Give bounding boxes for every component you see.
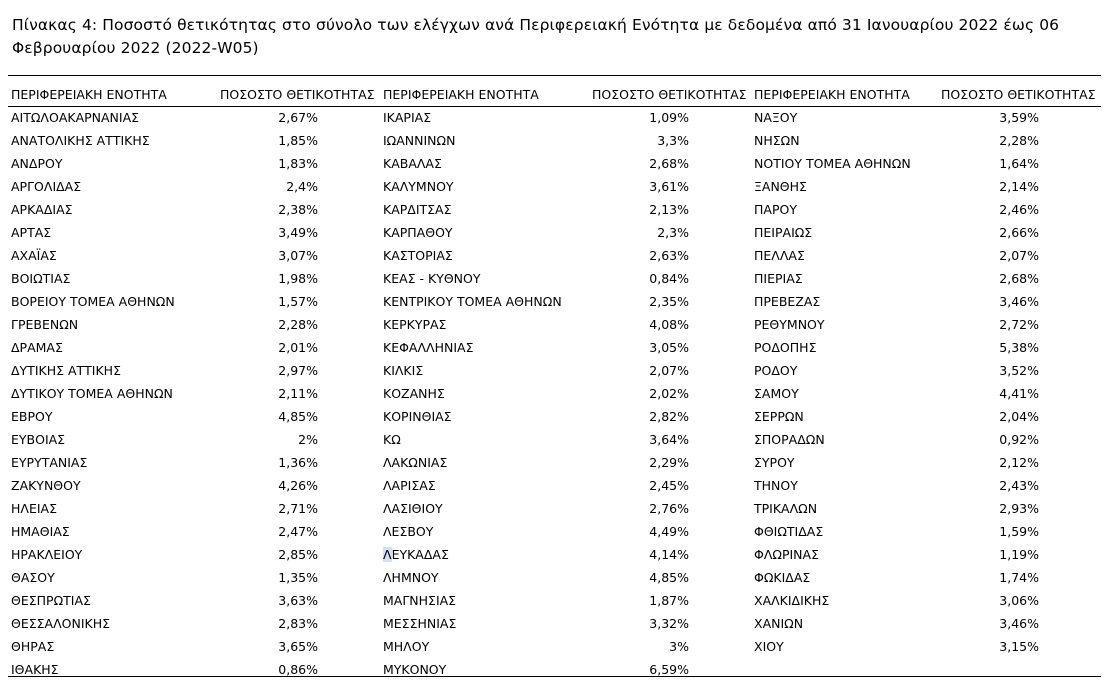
region-cell: ΛΑΚΩΝΙΑΣ	[383, 455, 448, 470]
positivity-cell: 3,63%	[278, 593, 318, 608]
positivity-cell: 4,85%	[278, 409, 318, 424]
region-cell: ΧΑΛΚΙΔΙΚΗΣ	[754, 593, 830, 608]
positivity-cell: 2,83%	[278, 616, 318, 631]
region-cell: ΤΡΙΚΑΛΩΝ	[754, 501, 818, 516]
region-cell: ΑΡΓΟΛΙΔΑΣ	[11, 179, 82, 194]
region-cell: ΜΗΛΟΥ	[383, 639, 430, 654]
table-row	[8, 199, 1101, 222]
region-cell: ΚΟΖΑΝΗΣ	[383, 386, 445, 401]
region-cell: ΚΕΦΑΛΛΗΝΙΑΣ	[383, 340, 474, 355]
region-cell: ΣΥΡΟΥ	[754, 455, 795, 470]
table-row	[8, 268, 1101, 291]
positivity-cell: 2,68%	[649, 156, 689, 171]
region-cell: ΣΕΡΡΩΝ	[754, 409, 804, 424]
region-cell: ΚΑΒΑΛΑΣ	[383, 156, 442, 171]
region-cell: ΚΑΡΠΑΘΟΥ	[383, 225, 453, 240]
table-row	[8, 567, 1101, 590]
table-row	[8, 360, 1101, 383]
positivity-cell: 2,3%	[657, 225, 689, 240]
positivity-cell: 2,35%	[649, 294, 689, 309]
region-cell: ΚΑΛΥΜΝΟΥ	[383, 179, 454, 194]
table-row	[8, 498, 1101, 521]
positivity-cell: 3,59%	[999, 110, 1039, 125]
positivity-cell: 2,82%	[649, 409, 689, 424]
positivity-cell: 1,35%	[278, 570, 318, 585]
positivity-cell: 2,93%	[999, 501, 1039, 516]
region-cell: ΕΒΡΟΥ	[11, 409, 53, 424]
positivity-cell: 1,09%	[649, 110, 689, 125]
positivity-cell: 1,64%	[999, 156, 1039, 171]
table-row	[8, 153, 1101, 176]
region-cell: ΜΑΓΝΗΣΙΑΣ	[383, 593, 457, 608]
region-cell: ΕΥΒΟΙΑΣ	[11, 432, 66, 447]
region-cell: ΡΟΔΟΥ	[754, 363, 798, 378]
positivity-cell: 2,14%	[999, 179, 1039, 194]
table-row	[8, 107, 1101, 130]
region-cell: ΚΟΡΙΝΘΙΑΣ	[383, 409, 452, 424]
table-row	[8, 314, 1101, 337]
region-cell: ΘΕΣΠΡΩΤΙΑΣ	[11, 593, 91, 608]
region-cell: ΚΩ	[383, 432, 401, 447]
header-region-3: ΠΕΡΙΦΕΡΕΙΑΚΗ ΕΝΟΤΗΤΑ	[754, 87, 910, 102]
positivity-cell: 2,72%	[999, 317, 1039, 332]
positivity-cell: 4,26%	[278, 478, 318, 493]
table-bottom-rule	[8, 676, 1101, 677]
positivity-cell: 1,36%	[278, 455, 318, 470]
positivity-cell: 2,85%	[278, 547, 318, 562]
positivity-cell: 1,19%	[999, 547, 1039, 562]
positivity-cell: 3,65%	[278, 639, 318, 654]
positivity-cell: 2,28%	[278, 317, 318, 332]
positivity-cell: 2%	[298, 432, 318, 447]
region-cell: ΔΥΤΙΚΗΣ ΑΤΤΙΚΗΣ	[11, 363, 121, 378]
header-region-1: ΠΕΡΙΦΕΡΕΙΑΚΗ ΕΝΟΤΗΤΑ	[11, 87, 167, 102]
positivity-cell: 2,67%	[278, 110, 318, 125]
region-cell: ΠΙΕΡΙΑΣ	[754, 271, 803, 286]
region-cell: ΝΗΣΩΝ	[754, 133, 800, 148]
region-cell: ΘΗΡΑΣ	[11, 639, 55, 654]
positivity-cell: 3,46%	[999, 616, 1039, 631]
positivity-cell: 2,07%	[999, 248, 1039, 263]
region-cell: ΞΑΝΘΗΣ	[754, 179, 807, 194]
positivity-cell: 2,04%	[999, 409, 1039, 424]
region-cell: ΗΛΕΙΑΣ	[11, 501, 57, 516]
text-selection-highlight: Λ	[383, 547, 392, 562]
table-top-rule	[8, 75, 1101, 76]
positivity-cell: 3%	[669, 639, 689, 654]
positivity-cell: 5,38%	[999, 340, 1039, 355]
region-cell: ΔΡΑΜΑΣ	[11, 340, 63, 355]
table-row	[8, 222, 1101, 245]
positivity-cell: 2,01%	[278, 340, 318, 355]
positivity-cell: 3,15%	[999, 639, 1039, 654]
region-cell: ΠΑΡΟΥ	[754, 202, 797, 217]
region-cell: ΠΡΕΒΕΖΑΣ	[754, 294, 821, 309]
table-row	[8, 475, 1101, 498]
region-cell: ΒΟΡΕΙΟΥ ΤΟΜΕΑ ΑΘΗΝΩΝ	[11, 294, 175, 309]
region-cell: ΛΕΥΚΑΔΑΣ	[383, 547, 449, 562]
region-cell: ΑΝΑΤΟΛΙΚΗΣ ΑΤΤΙΚΗΣ	[11, 133, 150, 148]
positivity-cell: 4,49%	[649, 524, 689, 539]
table-row	[8, 245, 1101, 268]
positivity-cell: 3,52%	[999, 363, 1039, 378]
positivity-cell: 1,83%	[278, 156, 318, 171]
table-row	[8, 452, 1101, 475]
header-positivity-2: ΠΟΣΟΣΤΟ ΘΕΤΙΚΟΤΗΤΑΣ	[592, 87, 747, 102]
positivity-cell: 2,02%	[649, 386, 689, 401]
table-row	[8, 130, 1101, 153]
region-cell: ΙΘΑΚΗΣ	[11, 662, 59, 677]
region-cell: ΑΡΤΑΣ	[11, 225, 52, 240]
positivity-cell: 2,63%	[649, 248, 689, 263]
caption-line-1: Πίνακας 4: Ποσοστό θετικότητας στο σύνολο των ελέγχων ανά Περιφερειακή Ενότητα με δεδομένα από 31 Ιανουαρίου 2022 έως 06	[12, 16, 1060, 34]
positivity-cell: 2,66%	[999, 225, 1039, 240]
positivity-cell: 3,3%	[657, 133, 689, 148]
region-cell: ΧΑΝΙΩΝ	[754, 616, 804, 631]
region-cell: ΤΗΝΟΥ	[754, 478, 798, 493]
region-cell: ΠΕΙΡΑΙΩΣ	[754, 225, 813, 240]
region-cell: ΜΕΣΣΗΝΙΑΣ	[383, 616, 457, 631]
caption-line-2: Φεβρουαρίου 2022 (2022-W05)	[12, 39, 259, 57]
region-cell: ΚΑΡΔΙΤΣΑΣ	[383, 202, 452, 217]
positivity-cell: 3,46%	[999, 294, 1039, 309]
table-row	[8, 429, 1101, 452]
positivity-cell: 1,98%	[278, 271, 318, 286]
positivity-cell: 1,85%	[278, 133, 318, 148]
table-row	[8, 544, 1101, 567]
table-row	[8, 590, 1101, 613]
positivity-cell: 1,87%	[649, 593, 689, 608]
positivity-cell: 2,43%	[999, 478, 1039, 493]
region-cell: ΑΝΔΡΟΥ	[11, 156, 63, 171]
positivity-cell: 0,86%	[278, 662, 318, 677]
region-cell: ΜΥΚΟΝΟΥ	[383, 662, 447, 677]
region-cell: ΙΚΑΡΙΑΣ	[383, 110, 432, 125]
region-cell: ΛΑΡΙΣΑΣ	[383, 478, 436, 493]
region-cell: ΝΑΞΟΥ	[754, 110, 798, 125]
table-row	[8, 659, 1101, 682]
positivity-cell: 2,29%	[649, 455, 689, 470]
region-cell: ΛΕΣΒΟΥ	[383, 524, 434, 539]
positivity-cell: 2,68%	[999, 271, 1039, 286]
positivity-cell: 3,05%	[649, 340, 689, 355]
region-cell: ΡΟΔΟΠΗΣ	[754, 340, 817, 355]
region-cell: ΚΑΣΤΟΡΙΑΣ	[383, 248, 453, 263]
positivity-cell: 1,57%	[278, 294, 318, 309]
positivity-cell: 2,46%	[999, 202, 1039, 217]
positivity-cell: 1,74%	[999, 570, 1039, 585]
table-row	[8, 636, 1101, 659]
region-cell: ΡΕΘΥΜΝΟΥ	[754, 317, 825, 332]
region-cell: ΦΘΙΩΤΙΔΑΣ	[754, 524, 824, 539]
positivity-cell: 1,59%	[999, 524, 1039, 539]
region-cell: ΧΙΟΥ	[754, 639, 784, 654]
region-cell: ΦΛΩΡΙΝΑΣ	[754, 547, 819, 562]
table-row	[8, 613, 1101, 636]
region-cell: ΣΠΟΡΑΔΩΝ	[754, 432, 825, 447]
region-cell: ΑΡΚΑΔΙΑΣ	[11, 202, 73, 217]
table-row	[8, 291, 1101, 314]
region-cell: ΝΟΤΙΟΥ ΤΟΜΕΑ ΑΘΗΝΩΝ	[754, 156, 911, 171]
positivity-cell: 3,64%	[649, 432, 689, 447]
table-row	[8, 337, 1101, 360]
positivity-cell: 3,07%	[278, 248, 318, 263]
region-cell: ΚΕΡΚΥΡΑΣ	[383, 317, 447, 332]
positivity-cell: 0,92%	[999, 432, 1039, 447]
header-region-2: ΠΕΡΙΦΕΡΕΙΑΚΗ ΕΝΟΤΗΤΑ	[383, 87, 539, 102]
positivity-cell: 6,59%	[649, 662, 689, 677]
positivity-cell: 2,76%	[649, 501, 689, 516]
region-cell: ΗΜΑΘΙΑΣ	[11, 524, 70, 539]
region-cell: ΘΑΣΟΥ	[11, 570, 55, 585]
positivity-cell: 4,41%	[999, 386, 1039, 401]
positivity-cell: 2,12%	[999, 455, 1039, 470]
positivity-cell: 2,71%	[278, 501, 318, 516]
region-cell: ΚΕΝΤΡΙΚΟΥ ΤΟΜΕΑ ΑΘΗΝΩΝ	[383, 294, 562, 309]
positivity-table	[8, 84, 1101, 682]
positivity-cell: 4,85%	[649, 570, 689, 585]
table-body	[8, 107, 1101, 682]
positivity-cell: 2,97%	[278, 363, 318, 378]
positivity-cell: 2,11%	[278, 386, 318, 401]
region-cell: ΔΥΤΙΚΟΥ ΤΟΜΕΑ ΑΘΗΝΩΝ	[11, 386, 173, 401]
positivity-cell: 4,14%	[649, 547, 689, 562]
region-cell: ΛΗΜΝΟΥ	[383, 570, 439, 585]
region-cell: ΖΑΚΥΝΘΟΥ	[11, 478, 81, 493]
region-cell: ΠΕΛΛΑΣ	[754, 248, 805, 263]
table-row	[8, 406, 1101, 429]
positivity-cell: 3,61%	[649, 179, 689, 194]
region-cell: ΣΑΜΟΥ	[754, 386, 799, 401]
region-cell: ΒΟΙΩΤΙΑΣ	[11, 271, 71, 286]
table-header-row	[8, 84, 1101, 107]
positivity-cell: 2,4%	[286, 179, 318, 194]
header-positivity-3: ΠΟΣΟΣΤΟ ΘΕΤΙΚΟΤΗΤΑΣ	[941, 87, 1096, 102]
positivity-cell: 2,28%	[999, 133, 1039, 148]
region-cell: ΚΕΑΣ - ΚΥΘΝΟΥ	[383, 271, 481, 286]
positivity-cell: 4,08%	[649, 317, 689, 332]
region-cell: ΑΙΤΩΛΟΑΚΑΡΝΑΝΙΑΣ	[11, 110, 140, 125]
table-row	[8, 176, 1101, 199]
header-positivity-1: ΠΟΣΟΣΤΟ ΘΕΤΙΚΟΤΗΤΑΣ	[220, 87, 375, 102]
region-cell: ΕΥΡΥΤΑΝΙΑΣ	[11, 455, 88, 470]
positivity-cell: 3,32%	[649, 616, 689, 631]
region-cell: ΑΧΑΪΑΣ	[11, 248, 57, 263]
table-row	[8, 521, 1101, 544]
region-cell: ΦΩΚΙΔΑΣ	[754, 570, 811, 585]
table-row	[8, 383, 1101, 406]
positivity-cell: 3,49%	[278, 225, 318, 240]
region-cell: ΗΡΑΚΛΕΙΟΥ	[11, 547, 83, 562]
positivity-cell: 2,45%	[649, 478, 689, 493]
positivity-cell: 0,84%	[649, 271, 689, 286]
region-cell: ΛΑΣΙΘΙΟΥ	[383, 501, 443, 516]
region-cell: ΙΩΑΝΝΙΝΩΝ	[383, 133, 456, 148]
region-cell: ΓΡΕΒΕΝΩΝ	[11, 317, 79, 332]
positivity-cell: 2,38%	[278, 202, 318, 217]
positivity-cell: 2,47%	[278, 524, 318, 539]
positivity-cell: 3,06%	[999, 593, 1039, 608]
region-cell: ΚΙΛΚΙΣ	[383, 363, 424, 378]
table-caption	[12, 14, 1097, 60]
region-cell: ΘΕΣΣΑΛΟΝΙΚΗΣ	[11, 616, 111, 631]
positivity-cell: 2,13%	[649, 202, 689, 217]
positivity-cell: 2,07%	[649, 363, 689, 378]
